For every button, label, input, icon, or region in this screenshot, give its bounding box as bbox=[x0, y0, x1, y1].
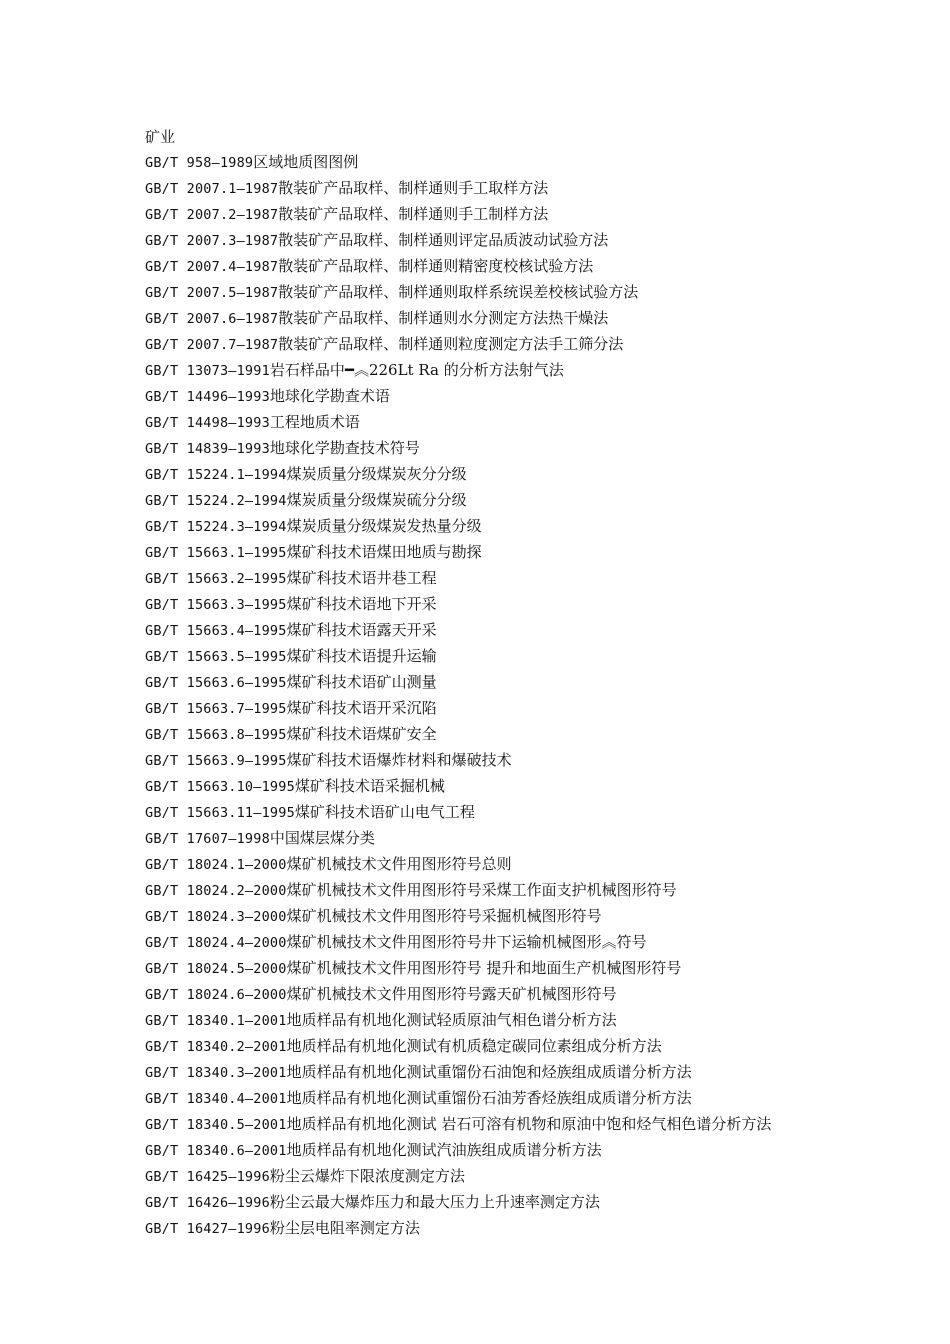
standard-entry bbox=[145, 228, 825, 254]
standard-title: 粉尘云爆炸下限浓度测定方法 bbox=[269, 1167, 465, 1185]
standard-title: 地质样品有机地化测试重馏份石油芳香烃族组成质谱分析方法 bbox=[286, 1089, 692, 1107]
standard-code: GB/T 15663.9—1995 bbox=[145, 753, 287, 769]
standard-title: 散装矿产品取样、制样通则评定品质波动试验方法 bbox=[278, 231, 609, 249]
standards-list bbox=[145, 150, 825, 1242]
standard-code: GB/T 14496—1993 bbox=[145, 389, 270, 405]
standard-entry bbox=[145, 696, 825, 722]
standard-title: 地质样品有机地化测试汽油族组成质谱分析方法 bbox=[286, 1141, 602, 1159]
standard-title: 地质样品有机地化测试有机质稳定碳同位素组成分析方法 bbox=[286, 1037, 662, 1055]
standard-title: 煤炭质量分级煤炭硫分分级 bbox=[286, 491, 467, 509]
standard-code: GB/T 15224.1—1994 bbox=[145, 467, 287, 483]
standard-entry bbox=[145, 930, 825, 956]
standard-title: 煤矿科技术语煤田地质与勘探 bbox=[286, 543, 482, 561]
standard-code: GB/T 18024.6—2000 bbox=[145, 987, 287, 1003]
standard-code: GB/T 18340.5—2001 bbox=[145, 1117, 287, 1133]
standard-title: 煤矿科技术语矿山电气工程 bbox=[294, 803, 475, 821]
standard-entry bbox=[145, 774, 825, 800]
standard-code: GB/T 15663.3—1995 bbox=[145, 597, 287, 613]
standard-title: 粉尘云最大爆炸压力和最大压力上升速率测定方法 bbox=[269, 1193, 600, 1211]
standard-code: GB/T 15663.6—1995 bbox=[145, 675, 287, 691]
standard-code: GB/T 18340.2—2001 bbox=[145, 1039, 287, 1055]
standard-entry bbox=[145, 358, 825, 384]
document-body bbox=[145, 125, 825, 1242]
standard-code: GB/T 18340.1—2001 bbox=[145, 1013, 287, 1029]
standard-entry bbox=[145, 748, 825, 774]
standard-title: 煤矿科技术语井巷工程 bbox=[286, 569, 437, 587]
standard-code: GB/T 18024.3—2000 bbox=[145, 909, 287, 925]
standard-code: GB/T 15663.1—1995 bbox=[145, 545, 287, 561]
standard-entry bbox=[145, 1034, 825, 1060]
standard-entry bbox=[145, 332, 825, 358]
standard-title: 散装矿产品取样、制样通则精密度校核试验方法 bbox=[278, 257, 594, 275]
standard-title: 岩石样品中━︽226Lt Ra 的分析方法射气法 bbox=[269, 361, 564, 379]
standard-entry bbox=[145, 982, 825, 1008]
standard-entry bbox=[145, 592, 825, 618]
standard-code: GB/T 2007.4—1987 bbox=[145, 259, 279, 275]
standard-code: GB/T 2007.7—1987 bbox=[145, 337, 279, 353]
standard-entry bbox=[145, 670, 825, 696]
standard-code: GB/T 16425—1996 bbox=[145, 1169, 270, 1185]
standard-entry bbox=[145, 618, 825, 644]
standard-code: GB/T 958—1989 bbox=[145, 155, 254, 171]
standard-entry bbox=[145, 384, 825, 410]
standard-entry bbox=[145, 540, 825, 566]
standard-title: 地质样品有机地化测试轻质原油气相色谱分析方法 bbox=[286, 1011, 617, 1029]
standard-entry bbox=[145, 1164, 825, 1190]
standard-code: GB/T 15663.4—1995 bbox=[145, 623, 287, 639]
standard-entry bbox=[145, 306, 825, 332]
standard-entry bbox=[145, 436, 825, 462]
standard-code: GB/T 13073—1991 bbox=[145, 363, 270, 379]
standard-code: GB/T 14498—1993 bbox=[145, 415, 270, 431]
standard-entry bbox=[145, 1138, 825, 1164]
standard-code: GB/T 16426—1996 bbox=[145, 1195, 270, 1211]
standard-entry bbox=[145, 1060, 825, 1086]
standard-title: 煤矿科技术语采掘机械 bbox=[294, 777, 445, 795]
standard-title: 煤矿机械技术文件用图形符号总则 bbox=[286, 855, 512, 873]
standard-code: GB/T 17607—1998 bbox=[145, 831, 270, 847]
standard-entry bbox=[145, 254, 825, 280]
standard-entry bbox=[145, 956, 825, 982]
standard-code: GB/T 2007.1—1987 bbox=[145, 181, 279, 197]
standard-title: 煤炭质量分级煤炭灰分分级 bbox=[286, 465, 467, 483]
standard-title: 煤矿机械技术文件用图形符号采煤工作面支护机械图形符号 bbox=[286, 881, 677, 899]
standard-code: GB/T 16427—1996 bbox=[145, 1221, 270, 1237]
standard-title: 煤矿机械技术文件用图形符号采掘机械图形符号 bbox=[286, 907, 602, 925]
standard-entry bbox=[145, 462, 825, 488]
standard-entry bbox=[145, 514, 825, 540]
standard-title: 散装矿产品取样、制样通则水分测定方法热干燥法 bbox=[278, 309, 609, 327]
standard-code: GB/T 2007.5—1987 bbox=[145, 285, 279, 301]
standard-title: 煤矿科技术语地下开采 bbox=[286, 595, 437, 613]
standard-title: 煤矿科技术语开采沉陷 bbox=[286, 699, 437, 717]
standard-entry bbox=[145, 566, 825, 592]
standard-entry bbox=[145, 488, 825, 514]
standard-title: 煤矿科技术语提升运输 bbox=[286, 647, 437, 665]
standard-code: GB/T 15224.3—1994 bbox=[145, 519, 287, 535]
standard-title: 煤矿科技术语露天开采 bbox=[286, 621, 437, 639]
standard-title: 散装矿产品取样、制样通则粒度测定方法手工筛分法 bbox=[278, 335, 624, 353]
standard-code: GB/T 14839—1993 bbox=[145, 441, 270, 457]
standard-entry bbox=[145, 800, 825, 826]
standard-code: GB/T 15663.7—1995 bbox=[145, 701, 287, 717]
standard-entry bbox=[145, 904, 825, 930]
standard-entry bbox=[145, 202, 825, 228]
standard-entry bbox=[145, 1112, 815, 1138]
section-title: 矿业 bbox=[145, 128, 176, 146]
standard-code: GB/T 15224.2—1994 bbox=[145, 493, 287, 509]
standard-code: GB/T 18340.6—2001 bbox=[145, 1143, 287, 1159]
standard-title: 煤矿科技术语煤矿安全 bbox=[286, 725, 437, 743]
standard-entry bbox=[145, 722, 825, 748]
standard-code: GB/T 2007.3—1987 bbox=[145, 233, 279, 249]
standard-title: 散装矿产品取样、制样通则取样系统误差校核试验方法 bbox=[278, 283, 639, 301]
standard-code: GB/T 18024.5—2000 bbox=[145, 961, 287, 977]
standard-entry bbox=[145, 1008, 825, 1034]
standard-title: 煤炭质量分级煤炭发热量分级 bbox=[286, 517, 482, 535]
standard-code: GB/T 15663.11—1995 bbox=[145, 805, 295, 821]
standard-entry bbox=[145, 280, 825, 306]
standard-title: 煤矿机械技术文件用图形符号井下运输机械图形︽符号 bbox=[286, 933, 647, 951]
standard-title: 煤矿机械技术文件用图形符号 提升和地面生产机械图形符号 bbox=[286, 959, 682, 977]
standard-code: GB/T 15663.10—1995 bbox=[145, 779, 295, 795]
standard-code: GB/T 18340.4—2001 bbox=[145, 1091, 287, 1107]
standard-entry bbox=[145, 878, 825, 904]
standard-code: GB/T 18024.2—2000 bbox=[145, 883, 287, 899]
standard-title: 散装矿产品取样、制样通则手工制样方法 bbox=[278, 205, 549, 223]
standard-code: GB/T 18340.3—2001 bbox=[145, 1065, 287, 1081]
standard-code: GB/T 2007.2—1987 bbox=[145, 207, 279, 223]
standard-title: 地球化学勘查术语 bbox=[269, 387, 390, 405]
standard-title: 煤矿科技术语爆炸材料和爆破技术 bbox=[286, 751, 512, 769]
standard-entry bbox=[145, 1086, 825, 1112]
standard-entry bbox=[145, 176, 825, 202]
standard-title: 地球化学勘查技术符号 bbox=[269, 439, 420, 457]
standard-code: GB/T 15663.8—1995 bbox=[145, 727, 287, 743]
standard-title: 区域地质图图例 bbox=[253, 153, 359, 171]
standard-code: GB/T 18024.1—2000 bbox=[145, 857, 287, 873]
standard-title: 中国煤层煤分类 bbox=[269, 829, 375, 847]
standard-title: 煤矿科技术语矿山测量 bbox=[286, 673, 437, 691]
standard-entry bbox=[145, 644, 825, 670]
standard-title: 工程地质术语 bbox=[269, 413, 360, 431]
standard-title: 粉尘层电阻率测定方法 bbox=[269, 1219, 420, 1237]
standard-title: 散装矿产品取样、制样通则手工取样方法 bbox=[278, 179, 549, 197]
standard-code: GB/T 2007.6—1987 bbox=[145, 311, 279, 327]
standard-code: GB/T 18024.4—2000 bbox=[145, 935, 287, 951]
standard-code: GB/T 15663.2—1995 bbox=[145, 571, 287, 587]
standard-entry bbox=[145, 852, 825, 878]
standard-code: GB/T 15663.5—1995 bbox=[145, 649, 287, 665]
standard-title: 地质样品有机地化测试 岩石可溶有机物和原油中饱和烃气相色谱分析方法 bbox=[286, 1115, 772, 1133]
standard-entry bbox=[145, 1190, 825, 1216]
standard-entry bbox=[145, 826, 825, 852]
standard-entry bbox=[145, 1216, 825, 1242]
standard-title: 地质样品有机地化测试重馏份石油饱和烃族组成质谱分析方法 bbox=[286, 1063, 692, 1081]
standard-title: 煤矿机械技术文件用图形符号露天矿机械图形符号 bbox=[286, 985, 617, 1003]
standard-entry bbox=[145, 410, 825, 436]
standard-entry bbox=[145, 150, 825, 176]
